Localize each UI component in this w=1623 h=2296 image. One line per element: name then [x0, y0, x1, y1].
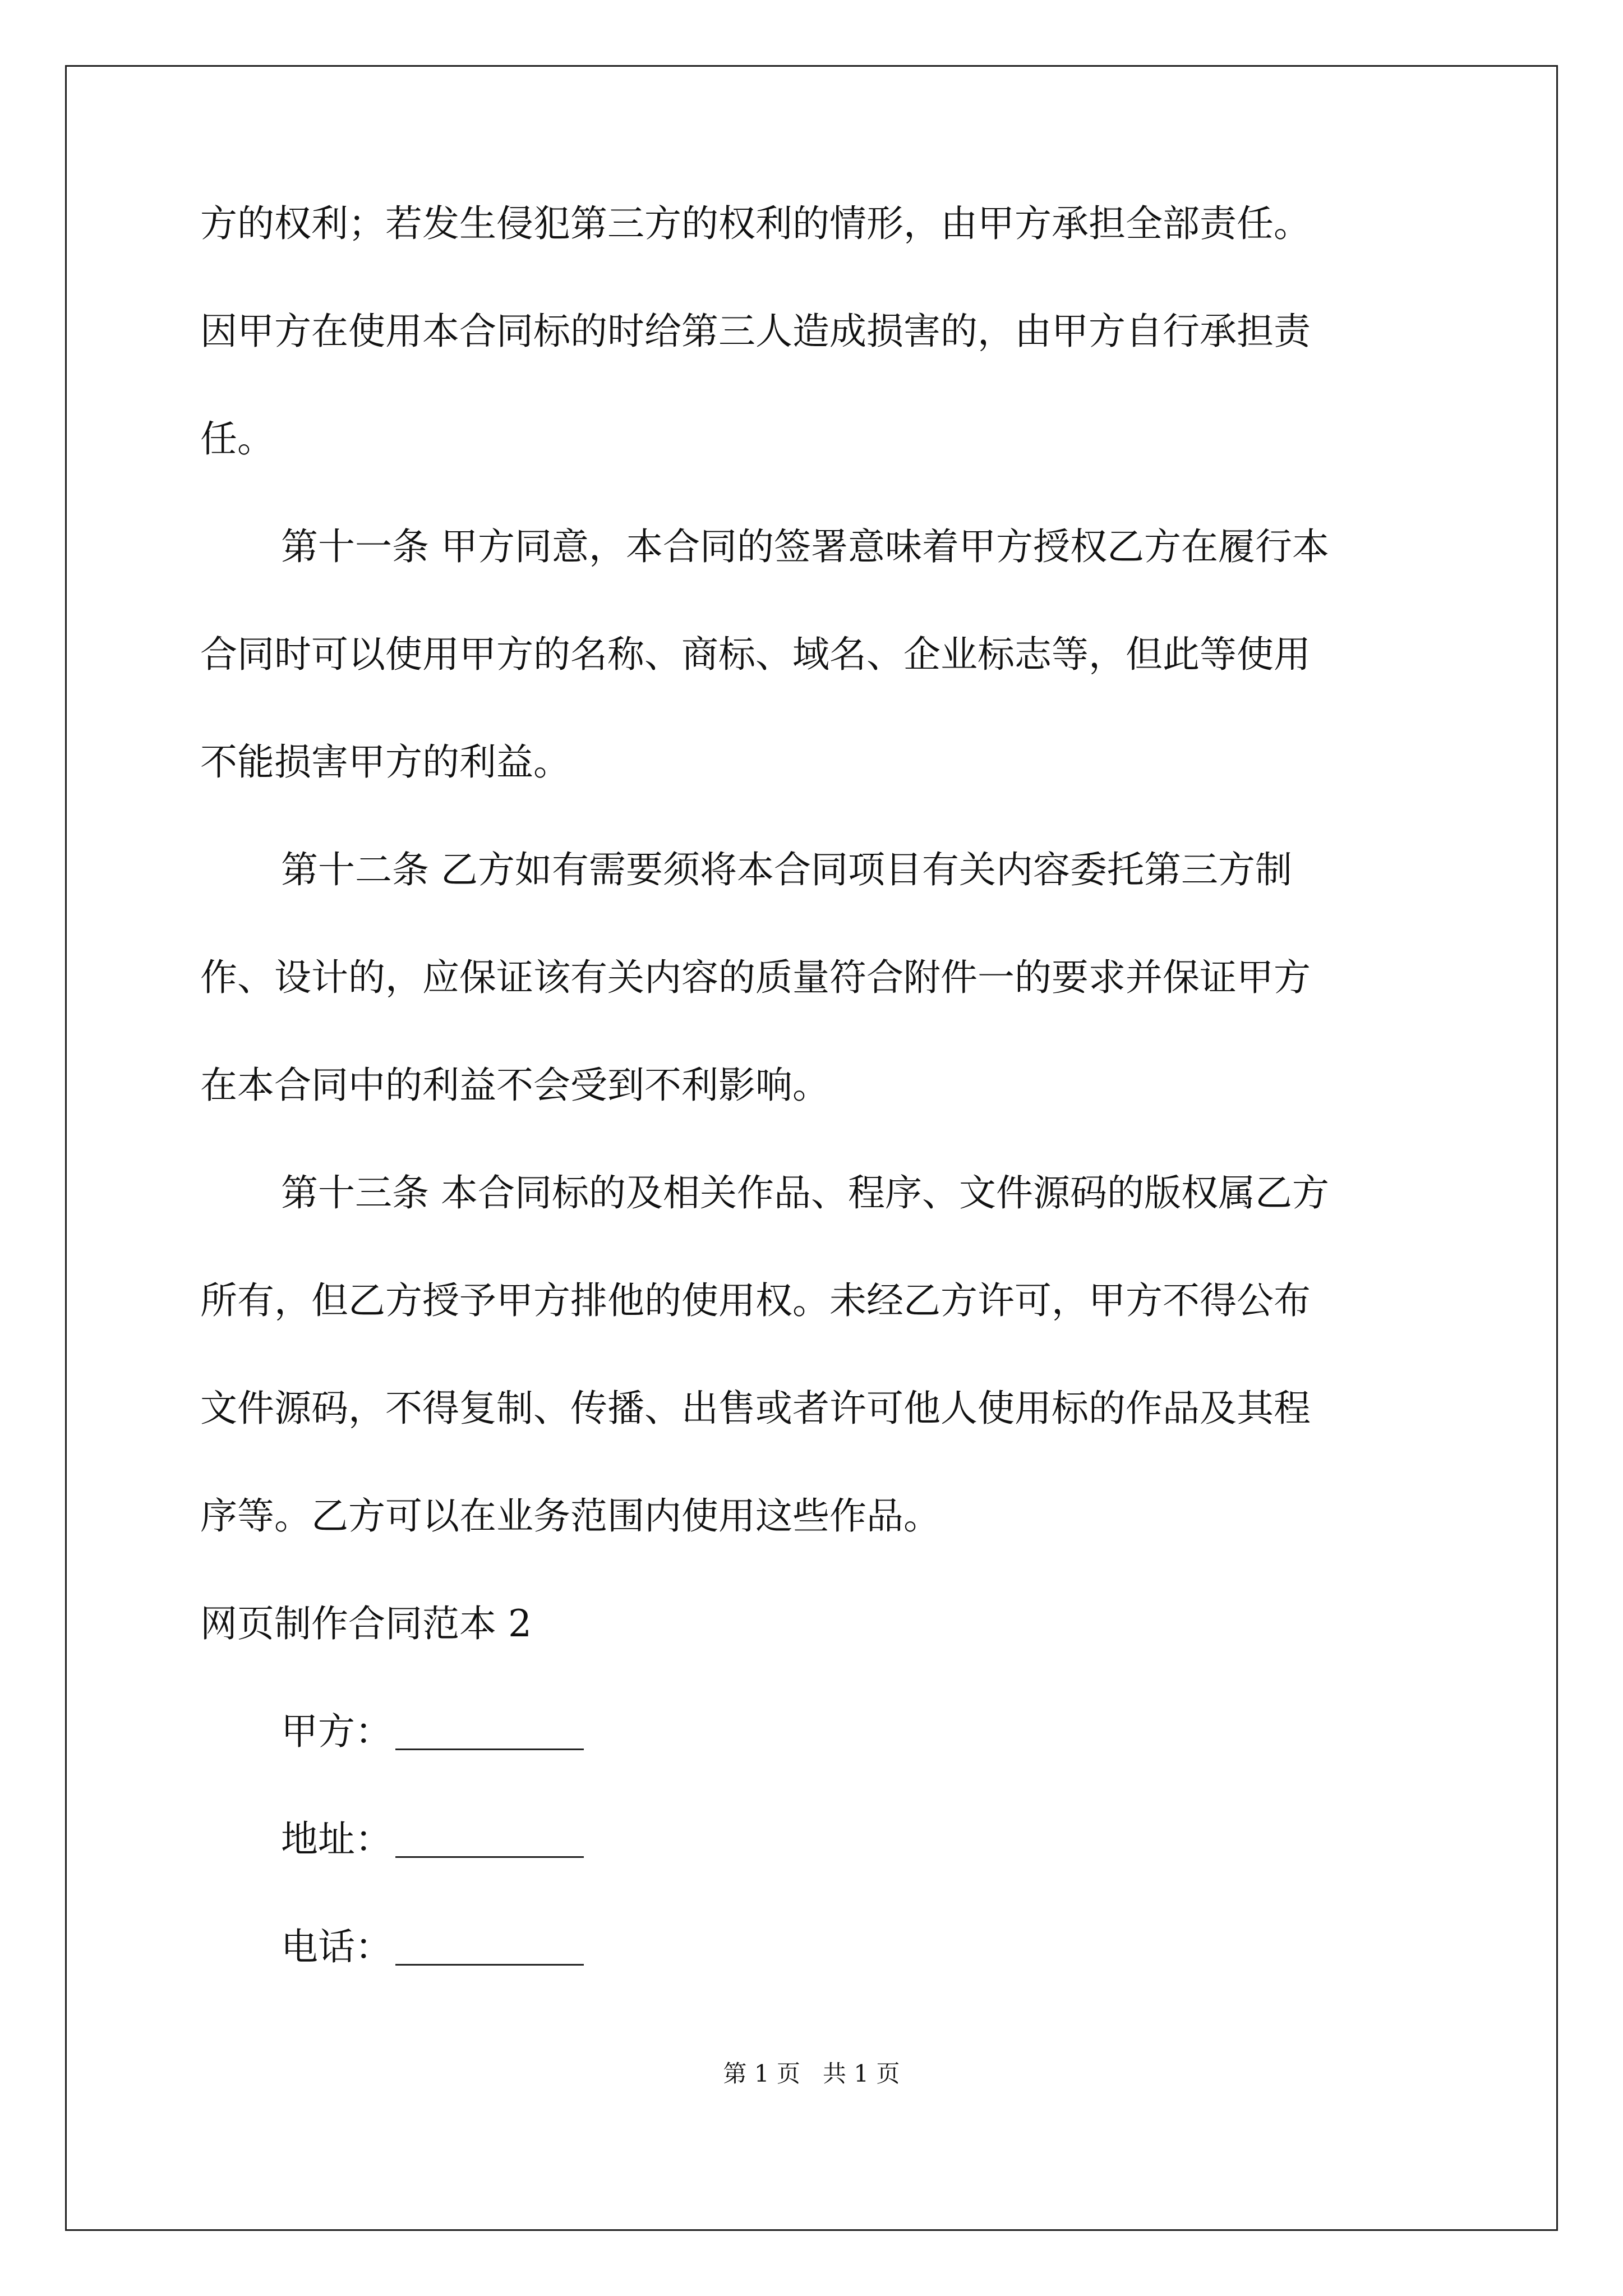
address-blank — [395, 1823, 584, 1858]
party-a-field — [200, 1710, 1434, 1753]
body-line: 所有，但乙方授予甲方排他的使用权。未经乙方许可，甲方不得公布 — [200, 1279, 1311, 1322]
body-line: 任。 — [200, 417, 274, 461]
party-a-blank — [395, 1715, 584, 1750]
address-field — [200, 1818, 1434, 1861]
page-number-footer: 第 1 页 共 1 页 — [723, 2060, 900, 2087]
phone-field — [200, 1925, 1434, 1968]
body-line: 在本合同中的利益不会受到不利影响。 — [200, 1064, 829, 1107]
section-title: 网页制作合同范本 2 — [200, 1602, 532, 1645]
document-body — [200, 202, 1434, 2036]
phone-label: 电话： — [281, 1925, 392, 1968]
body-line: 方的权利；若发生侵犯第三方的权利的情形，由甲方承担全部责任。 — [200, 202, 1311, 245]
body-line: 合同时可以使用甲方的名称、商标、域名、企业标志等，但此等使用 — [200, 633, 1311, 676]
phone-blank — [395, 1930, 584, 1966]
body-line: 因甲方在使用本合同标的时给第三人造成损害的，由甲方自行承担责 — [200, 310, 1311, 353]
article-11-heading-line: 第十一条 甲方同意，本合同的签署意味着甲方授权乙方在履行本 — [281, 525, 1329, 568]
body-line: 作、设计的，应保证该有关内容的质量符合附件一的要求并保证甲方 — [200, 956, 1311, 999]
article-12-heading-line: 第十二条 乙方如有需要须将本合同项目有关内容委托第三方制 — [281, 848, 1292, 891]
article-13-heading-line: 第十三条 本合同标的及相关作品、程序、文件源码的版权属乙方 — [281, 1171, 1329, 1214]
body-line: 不能损害甲方的利益。 — [200, 740, 570, 784]
address-label: 地址： — [281, 1818, 392, 1861]
body-line: 序等。乙方可以在业务范围内使用这些作品。 — [200, 1494, 940, 1538]
body-line: 文件源码，不得复制、传播、出售或者许可他人使用标的作品及其程 — [200, 1387, 1311, 1430]
party-a-label: 甲方： — [281, 1710, 392, 1753]
